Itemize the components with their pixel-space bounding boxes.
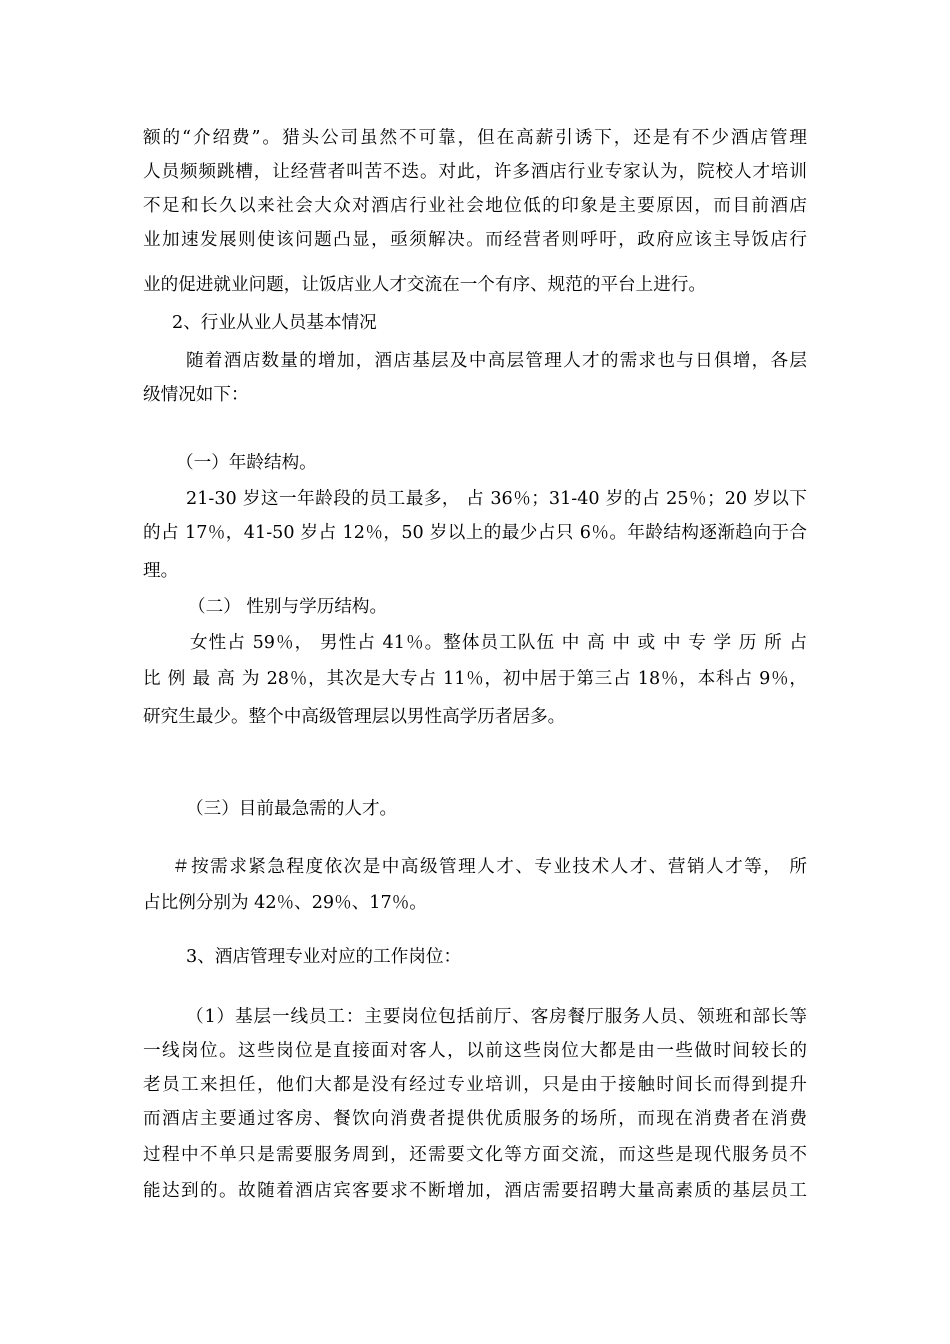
paragraph-line: 比 例 最 高 为 28％，其次是大专占 11％，初中居于第三占 18％，本科占 9％， bbox=[143, 669, 807, 689]
paragraph-line: 女性占 59％， 男性占 41％。整体员工队伍 中 高 中 或 中 专 学 历 所 占 bbox=[190, 633, 807, 653]
subsection-heading: （三）目前最急需的人才。 bbox=[186, 799, 398, 819]
paragraph-line: 研究生最少。整个中高级管理层以男性高学历者居多。 bbox=[143, 707, 566, 727]
paragraph-line: 而酒店主要通过客房、餐饮向消费者提供优质服务的场所，而现在消费者在消费 bbox=[143, 1109, 807, 1129]
paragraph-line: 能达到的。故随着酒店宾客要求不断增加，酒店需要招聘大量高素质的基层员工 bbox=[143, 1181, 807, 1201]
subsection-heading: （二） 性别与学历结构。 bbox=[188, 597, 388, 617]
paragraph-line: 一线岗位。这些岗位是直接面对客人，以前这些岗位大都是由一些做时间较长的 bbox=[143, 1041, 807, 1061]
paragraph-line: 不足和长久以来社会大众对酒店行业社会地位低的印象是主要原因，而目前酒店 bbox=[143, 196, 807, 216]
paragraph-line: 业加速发展则使该问题凸显，亟须解决。而经营者则呼吁，政府应该主导饭店行 bbox=[143, 230, 807, 250]
paragraph-line: 理。 bbox=[143, 561, 179, 581]
paragraph-line: 额的“介绍费”。猎头公司虽然不可靠，但在高薪引诱下，还是有不少酒店管理 bbox=[143, 128, 807, 148]
paragraph-line: 级情况如下： bbox=[143, 385, 249, 405]
paragraph-line: 的占 17％，41-50 岁占 12％，50 岁以上的最少占只 6％。年龄结构逐渐趋向于合 bbox=[143, 523, 807, 543]
paragraph-line: 业的促进就业问题，让饭店业人才交流在一个有序、规范的平台上进行。 bbox=[143, 275, 707, 295]
paragraph-line: 老员工来担任，他们大都是没有经过专业培训，只是由于接触时间长而得到提升 bbox=[143, 1075, 807, 1095]
paragraph-line: （1）基层一线员工：主要岗位包括前厅、客房餐厅服务人员、领班和部长等 bbox=[186, 1007, 807, 1027]
paragraph-line: 占比例分别为 42％、29％、17％。 bbox=[143, 893, 427, 913]
section-heading: 2、行业从业人员基本情况 bbox=[172, 313, 377, 333]
paragraph-line: 过程中不单只是需要服务周到，还需要文化等方面交流，而这些是现代服务员不 bbox=[143, 1145, 807, 1165]
section-heading: 3、酒店管理专业对应的工作岗位： bbox=[186, 947, 462, 967]
paragraph-line: 21-30 岁这一年龄段的员工最多， 占 36％；31-40 岁的占 25％；20 岁以下 bbox=[186, 489, 807, 509]
paragraph-line: ＃按需求紧急程度依次是中高级管理人才、专业技术人才、营销人才等， 所 bbox=[172, 857, 807, 877]
paragraph-line: 人员频频跳槽，让经营者叫苦不迭。对此，许多酒店行业专家认为，院校人才培训 bbox=[143, 162, 807, 182]
paragraph-line: 随着酒店数量的增加，酒店基层及中高层管理人才的需求也与日俱增，各层 bbox=[186, 351, 807, 371]
subsection-heading: （一）年龄结构。 bbox=[176, 453, 317, 473]
